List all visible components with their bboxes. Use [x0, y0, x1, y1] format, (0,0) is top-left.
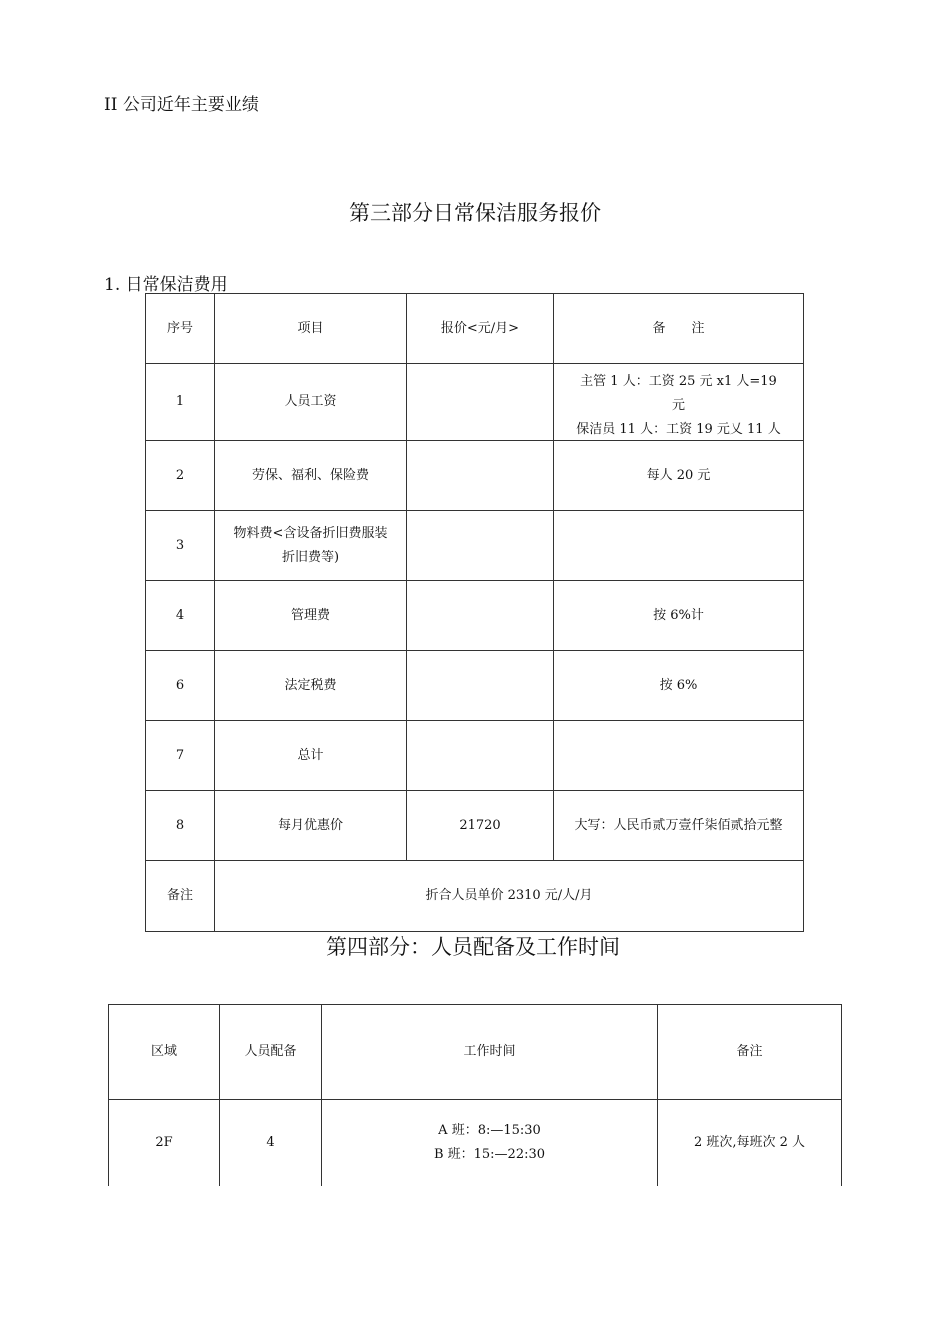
row-note: 2 班次,每班次 2 人 — [658, 1100, 842, 1186]
row-price — [407, 581, 554, 651]
row-note — [554, 721, 804, 791]
row-note: 按 6%计 — [554, 581, 804, 651]
part3-subtitle: 1. 日常保洁费用 — [104, 275, 228, 295]
table-row — [146, 651, 804, 721]
row-note: 按 6% — [554, 651, 804, 721]
part3-title: 第三部分日常保洁服务报价 — [349, 201, 601, 225]
row-item: 法定税费 — [215, 651, 407, 721]
time-line: B 班：15:—22:30 — [433, 1146, 546, 1162]
header-note: 备注 — [658, 1005, 842, 1100]
row-price: 21720 — [407, 791, 554, 861]
row-price — [407, 441, 554, 511]
note-line: 主管 1 人：工资 25 元 x1 人=19 — [580, 374, 777, 389]
row-item: 总计 — [215, 721, 407, 791]
table-row — [146, 441, 804, 511]
item-line: 折旧费等) — [281, 549, 340, 565]
row-area: 2F — [109, 1100, 220, 1186]
row-note: 大写：人民币贰万壹仟柒佰贰拾元整 — [554, 791, 804, 861]
row-note — [554, 511, 804, 581]
table-row — [146, 721, 804, 791]
row-staff: 4 — [220, 1100, 322, 1186]
header-no: 序号 — [146, 294, 215, 364]
row-no: 4 — [146, 581, 215, 651]
table-header-row — [146, 294, 804, 364]
table-row — [146, 581, 804, 651]
remark-label: 备注 — [146, 861, 215, 932]
row-note — [554, 364, 804, 441]
table-row — [109, 1100, 842, 1186]
remark-row — [146, 861, 804, 932]
time-line: A 班：8:—15:30 — [438, 1122, 541, 1138]
row-no: 1 — [146, 364, 215, 441]
top-heading: II 公司近年主要业绩 — [104, 95, 259, 115]
row-item: 劳保、福利、保险费 — [215, 441, 407, 511]
row-no: 6 — [146, 651, 215, 721]
row-time — [322, 1100, 658, 1186]
row-item — [215, 511, 407, 581]
row-item: 人员工资 — [215, 364, 407, 441]
staffing-table — [108, 1004, 842, 1186]
row-price — [407, 721, 554, 791]
cleaning-fee-table — [145, 293, 804, 932]
row-item: 管理费 — [215, 581, 407, 651]
row-no: 7 — [146, 721, 215, 791]
header-time: 工作时间 — [322, 1005, 658, 1100]
note-line: 保洁员 11 人：工资 19 元乂 11 人 — [576, 422, 781, 437]
row-price — [407, 364, 554, 441]
header-area: 区域 — [109, 1005, 220, 1100]
header-price: 报价<元/月> — [407, 294, 554, 364]
row-price — [407, 651, 554, 721]
row-item: 每月优惠价 — [215, 791, 407, 861]
part4-title-text: 第四部分：人员配备及工作时间 — [326, 935, 620, 959]
table-row — [146, 364, 804, 441]
note-line: 元 — [671, 398, 685, 413]
row-no: 8 — [146, 791, 215, 861]
row-price — [407, 511, 554, 581]
item-line: 物料费<含设备折旧费服装 — [233, 525, 388, 541]
header-note: 备 注 — [554, 294, 804, 364]
header-item: 项目 — [215, 294, 407, 364]
table-header-row — [109, 1005, 842, 1100]
table-row — [146, 511, 804, 581]
row-no: 3 — [146, 511, 215, 581]
part4-title — [0, 931, 950, 961]
header-staff: 人员配备 — [220, 1005, 322, 1100]
table-row — [146, 791, 804, 861]
row-no: 2 — [146, 441, 215, 511]
remark-text: 折合人员单价 2310 元/人/月 — [215, 861, 804, 932]
row-note: 每人 20 元 — [554, 441, 804, 511]
